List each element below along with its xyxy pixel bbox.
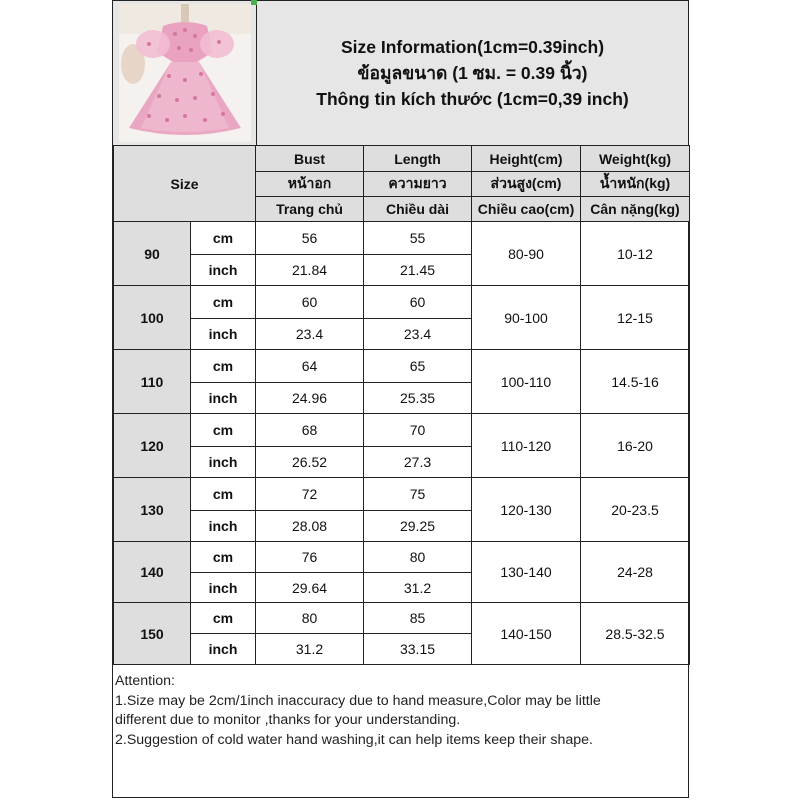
length-inch: 29.25 bbox=[364, 511, 472, 542]
weight-range: 12-15 bbox=[581, 286, 690, 350]
title-english: Size Information(1cm=0.39inch) bbox=[340, 37, 605, 57]
unit-cm-label: cm bbox=[191, 414, 256, 447]
unit-inch-label: inch bbox=[191, 383, 256, 414]
unit-cm-label: cm bbox=[191, 350, 256, 383]
height-range: 130-140 bbox=[472, 542, 581, 603]
size-value: 120 bbox=[114, 414, 191, 478]
length-cm: 55 bbox=[364, 222, 472, 255]
table-row bbox=[114, 542, 690, 573]
attention-note bbox=[115, 672, 685, 750]
length-header-vietnamese: Chiều dài bbox=[364, 197, 472, 222]
dress-image-icon bbox=[119, 4, 251, 142]
attention-heading: Attention: bbox=[115, 673, 175, 689]
length-cm: 80 bbox=[364, 542, 472, 573]
unit-inch-label: inch bbox=[191, 447, 256, 478]
weight-range: 20-23.5 bbox=[581, 478, 690, 542]
attention-line-1: 1.Size may be 2cm/1inch inaccuracy due to hand measure,Color may be little bbox=[115, 692, 601, 709]
weight-range: 24-28 bbox=[581, 542, 690, 603]
bust-inch: 23.4 bbox=[256, 319, 364, 350]
size-value: 110 bbox=[114, 350, 191, 414]
size-value: 140 bbox=[114, 542, 191, 603]
length-inch: 27.3 bbox=[364, 447, 472, 478]
table-row bbox=[114, 286, 690, 319]
height-header: Height(cm) bbox=[472, 146, 581, 172]
attention-line-2: different due to monitor ,thanks for your understanding. bbox=[115, 712, 461, 728]
size-rows bbox=[114, 222, 690, 665]
unit-inch-label: inch bbox=[191, 319, 256, 350]
height-header-thai: ส่วนสูง(cm) bbox=[472, 172, 581, 197]
length-cm: 70 bbox=[364, 414, 472, 447]
length-inch: 23.4 bbox=[364, 319, 472, 350]
size-table bbox=[113, 145, 690, 665]
size-information-titles bbox=[257, 1, 688, 145]
header-row-english bbox=[114, 146, 690, 172]
unit-cm-label: cm bbox=[191, 603, 256, 634]
length-header: Length bbox=[364, 146, 472, 172]
height-range: 140-150 bbox=[472, 603, 581, 665]
table-row bbox=[114, 414, 690, 447]
length-inch: 31.2 bbox=[364, 573, 472, 603]
bust-cm: 68 bbox=[256, 414, 364, 447]
size-value: 130 bbox=[114, 478, 191, 542]
size-column-header: Size bbox=[114, 146, 256, 222]
title-vietnamese: Thông tin kích thước (1cm=0,39 inch) bbox=[316, 89, 629, 109]
bust-inch: 21.84 bbox=[256, 255, 364, 286]
bust-inch: 24.96 bbox=[256, 383, 364, 414]
size-value: 100 bbox=[114, 286, 191, 350]
bust-cm: 80 bbox=[256, 603, 364, 634]
title-thai: ข้อมูลขนาด (1 ซม. = 0.39 นิ้ว) bbox=[357, 63, 588, 83]
height-range: 80-90 bbox=[472, 222, 581, 286]
bust-inch: 31.2 bbox=[256, 634, 364, 665]
weight-range: 16-20 bbox=[581, 414, 690, 478]
table-row bbox=[114, 222, 690, 255]
length-cm: 75 bbox=[364, 478, 472, 511]
bust-cm: 60 bbox=[256, 286, 364, 319]
bust-header-vietnamese: Trang chủ bbox=[256, 197, 364, 222]
bust-header: Bust bbox=[256, 146, 364, 172]
weight-range: 28.5-32.5 bbox=[581, 603, 690, 665]
bust-inch: 26.52 bbox=[256, 447, 364, 478]
unit-inch-label: inch bbox=[191, 511, 256, 542]
weight-header-vietnamese: Cân nặng(kg) bbox=[581, 197, 690, 222]
weight-header-thai: น้ำหนัก(kg) bbox=[581, 172, 690, 197]
unit-inch-label: inch bbox=[191, 573, 256, 603]
length-cm: 65 bbox=[364, 350, 472, 383]
attention-line-3: 2.Suggestion of cold water hand washing,it can help items keep their shape. bbox=[115, 731, 593, 748]
bust-cm: 76 bbox=[256, 542, 364, 573]
length-cm: 85 bbox=[364, 603, 472, 634]
size-value: 90 bbox=[114, 222, 191, 286]
unit-inch-label: inch bbox=[191, 634, 256, 665]
green-corner-mark bbox=[251, 0, 257, 5]
unit-cm-label: cm bbox=[191, 286, 256, 319]
bust-inch: 28.08 bbox=[256, 511, 364, 542]
pink-tulle-dress-photo bbox=[119, 4, 251, 142]
bust-inch: 29.64 bbox=[256, 573, 364, 603]
height-range: 100-110 bbox=[472, 350, 581, 414]
length-inch: 21.45 bbox=[364, 255, 472, 286]
weight-range: 14.5-16 bbox=[581, 350, 690, 414]
length-inch: 33.15 bbox=[364, 634, 472, 665]
unit-cm-label: cm bbox=[191, 222, 256, 255]
height-header-vietnamese: Chiều cao(cm) bbox=[472, 197, 581, 222]
length-cm: 60 bbox=[364, 286, 472, 319]
table-row bbox=[114, 478, 690, 511]
weight-header: Weight(kg) bbox=[581, 146, 690, 172]
length-header-thai: ความยาว bbox=[364, 172, 472, 197]
height-range: 90-100 bbox=[472, 286, 581, 350]
table-row bbox=[114, 603, 690, 634]
weight-range: 10-12 bbox=[581, 222, 690, 286]
height-range: 120-130 bbox=[472, 478, 581, 542]
table-row bbox=[114, 350, 690, 383]
bust-header-thai: หน้าอก bbox=[256, 172, 364, 197]
unit-cm-label: cm bbox=[191, 478, 256, 511]
length-inch: 25.35 bbox=[364, 383, 472, 414]
unit-cm-label: cm bbox=[191, 542, 256, 573]
bust-cm: 56 bbox=[256, 222, 364, 255]
chart-header bbox=[113, 1, 688, 146]
unit-inch-label: inch bbox=[191, 255, 256, 286]
height-range: 110-120 bbox=[472, 414, 581, 478]
bust-cm: 64 bbox=[256, 350, 364, 383]
bust-cm: 72 bbox=[256, 478, 364, 511]
size-chart-sheet bbox=[112, 0, 689, 798]
size-value: 150 bbox=[114, 603, 191, 665]
